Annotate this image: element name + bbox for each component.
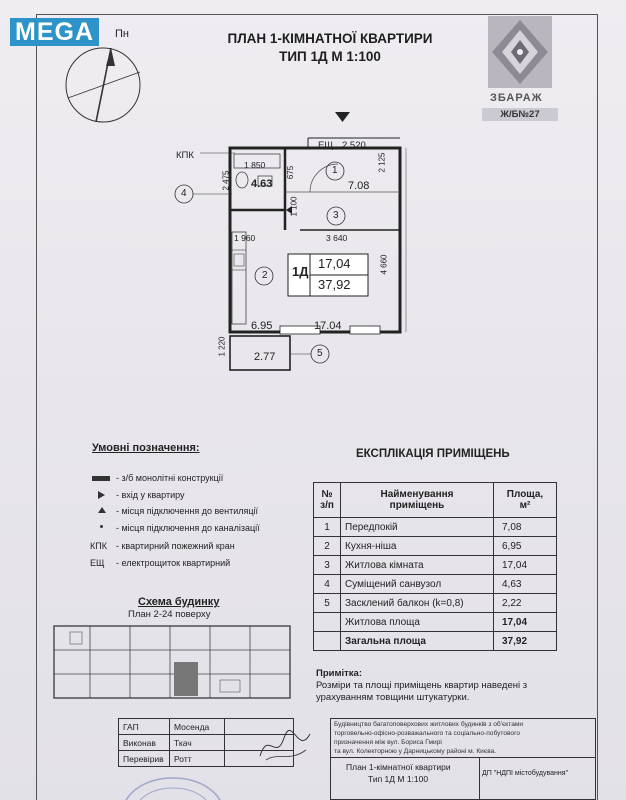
- row-area: 4,63: [494, 575, 557, 594]
- tb-role: Перевірив: [119, 751, 170, 767]
- note-line2: урахуванням товщини штукатурки.: [316, 692, 470, 703]
- total-row: [314, 632, 557, 651]
- scheme-title: Схема будинку: [138, 596, 220, 608]
- legend-item-6: - електрощиток квартирний: [116, 558, 231, 568]
- explication-table: [313, 482, 557, 651]
- row-area: 6,95: [494, 537, 557, 556]
- sheet-type: Тип 1Д М 1:100: [368, 774, 429, 784]
- row-num: 3: [314, 556, 341, 575]
- tb-role: ГАП: [119, 719, 170, 735]
- table-row: [314, 594, 557, 613]
- tb-role: Виконав: [119, 735, 170, 751]
- dim-4660: 4 660: [379, 254, 389, 275]
- mega-watermark: MEGA: [10, 18, 99, 46]
- room-num-3: 3: [333, 210, 339, 221]
- legend-item-2: - вхід у квартиру: [116, 490, 185, 500]
- room-num-4: 4: [181, 188, 187, 199]
- legend-entry-icon: [98, 491, 105, 499]
- tb-name: Ткач: [170, 735, 225, 751]
- brand-name: ЗБАРАЖ: [490, 92, 543, 104]
- brand-code: Ж/Б№27: [482, 108, 558, 121]
- room-num-1: 1: [332, 165, 338, 176]
- legend-item-1: - з/б монолітні конструкції: [116, 473, 224, 483]
- dim-675: 675: [286, 165, 296, 180]
- type-label: 1Д: [292, 264, 309, 279]
- scheme-subtitle: План 2-24 поверху: [128, 609, 211, 620]
- header-area: Площа, м²: [494, 483, 557, 518]
- explication-header-row: [314, 483, 557, 518]
- dim-2125: 2 125: [377, 152, 387, 173]
- legend-vent-icon: [98, 507, 106, 513]
- living-empty: [314, 613, 341, 632]
- explication-title: ЕКСПЛІКАЦІЯ ПРИМІЩЕНЬ: [356, 448, 510, 460]
- page-title: [210, 30, 450, 66]
- org-box: [480, 758, 596, 800]
- floor-plan: [160, 110, 410, 380]
- tb-name: Мосенда: [170, 719, 225, 735]
- brand-ornament-icon: [486, 14, 554, 90]
- row-area: 17,04: [494, 556, 557, 575]
- area-hall: 7.08: [348, 180, 370, 192]
- living-value: 17,04: [494, 613, 557, 632]
- row-name: Засклений балкон (k=0,8): [341, 594, 494, 613]
- project-text: [334, 720, 523, 756]
- table-row: [314, 575, 557, 594]
- building-scheme: [50, 622, 295, 704]
- header-name: Найменування приміщень: [341, 483, 494, 518]
- room-num-5: 5: [317, 348, 323, 359]
- row-num: 2: [314, 537, 341, 556]
- room-num-2: 2: [262, 270, 268, 281]
- dim-1220: 1 220: [217, 336, 227, 357]
- legend-item-5: - квартирний пожежний кран: [116, 541, 235, 551]
- dim-1960: 1 960: [234, 233, 256, 243]
- type-living: 17,04: [318, 256, 351, 271]
- total-value: 37,92: [494, 632, 557, 651]
- project-line: Будівництво багатоповерхових житлових будинків з об'єктами: [334, 721, 524, 728]
- title-line2: ТИП 1Д М 1:100: [279, 49, 381, 64]
- legend-title: Умовні позначення:: [92, 442, 200, 454]
- row-area: 7,08: [494, 518, 557, 537]
- north-label: Пн: [115, 28, 129, 40]
- total-empty: [314, 632, 341, 651]
- row-name: Передпокій: [341, 518, 494, 537]
- row-num: 4: [314, 575, 341, 594]
- type-total: 37,92: [318, 277, 351, 292]
- project-line: та вул. Колекторною у Дарницькому районі м. Києва.: [334, 748, 497, 755]
- tb-name: Ротт: [170, 751, 225, 767]
- living-row: [314, 613, 557, 632]
- note-title: Примітка:: [316, 668, 362, 679]
- legend-sewer-icon: [100, 525, 103, 528]
- area-kitchen: 6.95: [251, 320, 273, 332]
- dim-1100: 1 100: [289, 196, 299, 217]
- table-row: [314, 518, 557, 537]
- dim-1850: 1 850: [244, 160, 266, 170]
- title-line1: ПЛАН 1-КІМНАТНОЇ КВАРТИРИ: [227, 31, 433, 46]
- signature-icon: [256, 726, 314, 766]
- title-block-right: [330, 718, 596, 800]
- dim-3640: 3 640: [326, 233, 348, 243]
- stamp-icon: [118, 772, 228, 800]
- row-area: 2,22: [494, 594, 557, 613]
- legend-item-4: - місця підключення до каналізації: [116, 523, 260, 533]
- legend-wall-icon: [92, 476, 110, 481]
- area-room: 17.04: [314, 320, 342, 332]
- header-num: № з/п: [314, 483, 341, 518]
- row-name: Кухня-ніша: [341, 537, 494, 556]
- kpk-label: КПК: [176, 150, 194, 161]
- north-arrow-icon: [60, 40, 150, 130]
- table-row: [314, 537, 557, 556]
- legend-abbr-esch: ЕЩ: [90, 558, 105, 568]
- row-name: Суміщений санвузол: [341, 575, 494, 594]
- org-name: ДП "НДПІ містобудування": [482, 770, 569, 777]
- row-num: 1: [314, 518, 341, 537]
- legend-item-3: - місця підключення до вентиляції: [116, 506, 259, 516]
- sheet-name: План 1-кімнатної квартири: [346, 762, 451, 772]
- area-balcony: 2.77: [254, 351, 276, 363]
- total-label: Загальна площа: [341, 632, 494, 651]
- row-name: Житлова кімната: [341, 556, 494, 575]
- area-bath: 4.63: [251, 178, 273, 190]
- legend-abbr-kpk: КПК: [90, 541, 107, 551]
- project-line: призначення між вул. Бориса Гмирі: [334, 739, 442, 746]
- project-line: торговельно-офісно-розважального та соціально-побутового: [334, 730, 521, 737]
- dim-2475: 2 475: [221, 170, 231, 191]
- dim-2520: 2 520: [342, 140, 366, 151]
- living-label: Житлова площа: [341, 613, 494, 632]
- table-row: [314, 556, 557, 575]
- row-num: 5: [314, 594, 341, 613]
- note-line1: Розміри та площі приміщень квартир наведені з: [316, 680, 528, 691]
- esch-label: ЕЩ: [318, 140, 334, 151]
